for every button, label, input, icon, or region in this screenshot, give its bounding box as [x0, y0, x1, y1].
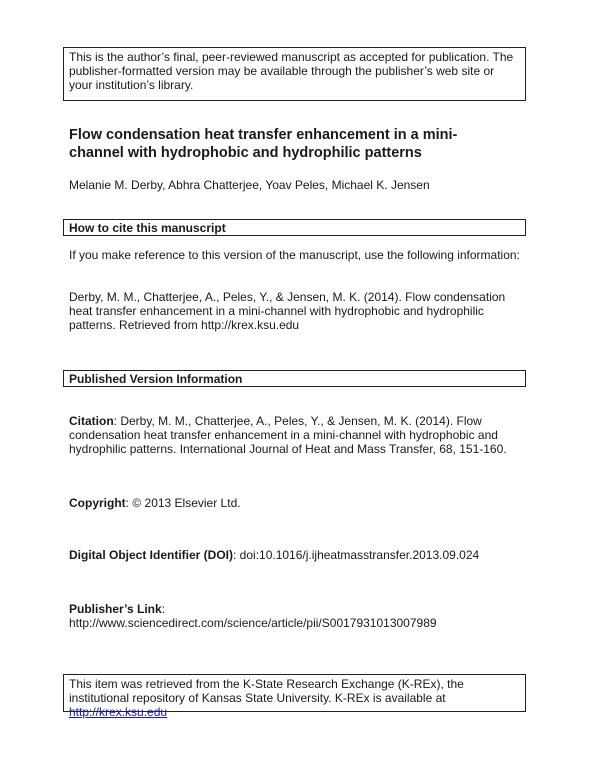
- copyright-line: [69, 496, 524, 510]
- copyright-label: Copyright: [69, 496, 126, 510]
- doi-label: Digital Object Identifier (DOI): [69, 548, 234, 562]
- published-section-heading: [63, 370, 526, 387]
- cite-heading-text: How to cite this manuscript: [69, 221, 226, 235]
- citation-label: Citation: [69, 414, 114, 428]
- publisher-link-line: [69, 602, 524, 630]
- doi-line: [69, 548, 524, 562]
- manuscript-notice-box: [63, 47, 526, 101]
- citation-paragraph: [69, 414, 524, 456]
- copyright-text: : © 2013 Elsevier Ltd.: [125, 496, 241, 510]
- paper-title: Flow condensation heat transfer enhancement in a mini-channel with hydrophobic and hydrophilic patterns: [69, 127, 458, 161]
- doi-text: : doi:10.1016/j.ijheatmasstransfer.2013.09.024: [233, 548, 480, 562]
- krex-notice-text: This item was retrieved from the K-State Research Exchange (K-REx), the institutional repository of Kansas State University. K-REx is available at: [69, 677, 464, 705]
- krex-notice-box: [63, 674, 526, 719]
- cite-intro: If you make reference to this version of the manuscript, use the following information:: [69, 248, 520, 262]
- publisher-link-text: : http://www.sciencedirect.com/science/article/pii/S0017931013007989: [69, 602, 437, 630]
- cite-section-heading: [63, 219, 526, 236]
- citation-text: : Derby, M. M., Chatterjee, A., Peles, Y., & Jensen, M. K. (2014). Flow condensation heat transfer enhancement in a mini-channel with hydrophobic and hydrophilic patterns. International Journal of Heat and Mass Transfer, 68, 151-160.: [69, 414, 507, 456]
- manuscript-notice-text: This is the author’s final, peer-reviewed manuscript as accepted for publication. The publisher-formatted version may be available through the publisher’s web site or your institution’s library.: [69, 50, 514, 92]
- published-heading-text: Published Version Information: [69, 372, 243, 386]
- publisher-link-label: Publisher’s Link: [69, 602, 162, 616]
- krex-link[interactable]: http://krex.ksu.edu: [69, 705, 168, 719]
- cite-reference: Derby, M. M., Chatterjee, A., Peles, Y., & Jensen, M. K. (2014). Flow condensation heat transfer enhancement in a mini-channel with hydrophobic and hydrophilic patterns. Retrieved from http://krex.ksu.edu: [69, 290, 506, 332]
- authors-line: Melanie M. Derby, Abhra Chatterjee, Yoav Peles, Michael K. Jensen: [69, 178, 430, 192]
